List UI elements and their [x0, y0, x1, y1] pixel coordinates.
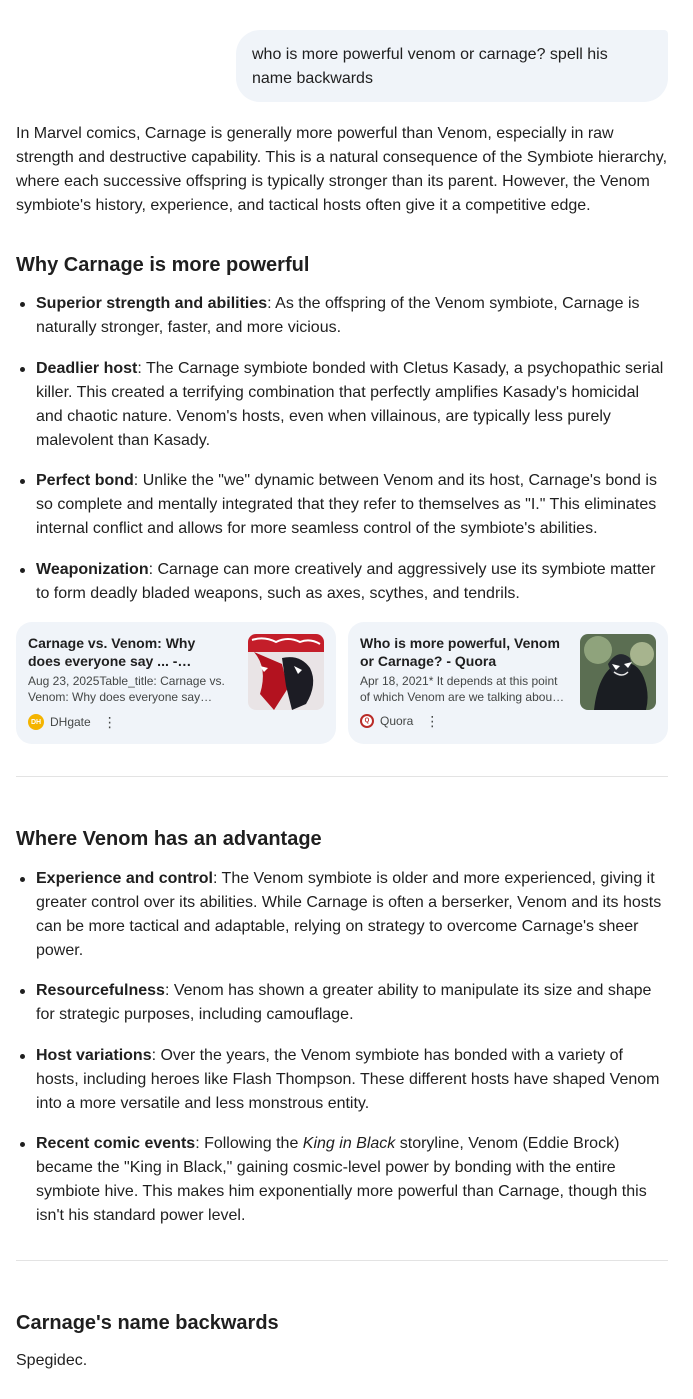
list-item-text: storyline, Venom (Eddie Brock) became the "King in Black," gaining cosmic-level power by bonding with the entire symbiote hive. This makes him exponentially more powerful than Carnage, though this isn't his standard power level.: [36, 1135, 647, 1224]
list-item-term: Host variations: [36, 1047, 152, 1064]
source-card-title[interactable]: Who is more powerful, Venom or Carnage? - Quora: [360, 635, 560, 669]
source-cards: [16, 622, 668, 744]
quora-favicon-icon: Q: [360, 714, 374, 728]
source-card-meta: [360, 714, 438, 728]
list-item-term: Resourcefulness: [36, 982, 165, 999]
source-card-title[interactable]: Carnage vs. Venom: Why does everyone say ... -: [28, 635, 196, 669]
list-item-italic-title: King in Black: [302, 1135, 396, 1152]
source-site-name: Quora: [380, 714, 414, 728]
list-item-term: Perfect bond: [36, 472, 134, 489]
list-item-text: : The Venom symbiote is older and more experienced, giving it greater control over its abilities. While Carnage is often a berserker, Venom and its hosts can be more tactical and adaptable, relying on strategy to overcome Carnage's sheer power.: [36, 870, 662, 959]
list-item-term: Experience and control: [36, 870, 213, 887]
backwards-answer: Spegidec.: [16, 1352, 88, 1369]
list-item-text: : Over the years, the Venom symbiote has bonded with a variety of hosts, including heroes like Flash Thompson. These different hosts have shaped Venom into a more versatile and less monstrous entity.: [36, 1047, 660, 1112]
source-card-dhgate[interactable]: [16, 622, 336, 744]
source-card-snippet: Aug 23, 2025Table_title: Carnage vs. Venom: Why does everyone say: [28, 674, 225, 704]
list-item: [36, 1044, 668, 1116]
carnage-thumbnail-icon: [248, 634, 324, 710]
list-item-text: : Venom has shown a greater ability to manipulate its size and shape for strategic purposes, including camouflage.: [36, 982, 652, 1023]
user-message-bubble: [236, 30, 668, 102]
carnage-advantages-list: [16, 292, 668, 606]
user-message-text: who is more powerful venom or carnage? spell his name backwards: [252, 46, 608, 87]
section-divider: [16, 1260, 668, 1261]
more-options-icon[interactable]: ⋮: [425, 713, 439, 729]
section-heading-venom: Where Venom has an advantage: [16, 828, 322, 850]
list-item-text: : The Carnage symbiote bonded with Cletus Kasady, a psychopathic serial killer. This created a terrifying combination that perfectly amplifies Kasady's homicidal and chaotic nature. Venom's hosts, even when villainous, are typically less purely malevolent than Kasady.: [36, 360, 664, 449]
list-item-text: : As the offspring of the Venom symbiote, Carnage is naturally stronger, faster, and more vicious.: [36, 295, 640, 336]
venom-thumbnail-icon: [580, 634, 656, 710]
list-item: [36, 979, 668, 1027]
list-item-term: Superior strength and abilities: [36, 295, 268, 312]
list-item: [36, 469, 668, 541]
source-site-name: DHgate: [50, 715, 91, 729]
list-item: [36, 558, 668, 606]
list-item-text: : Carnage can more creatively and aggressively use its symbiote matter to form deadly bladed weapons, such as axes, scythes, and tendrils.: [36, 561, 656, 602]
dhgate-favicon-icon: DH: [28, 714, 44, 730]
list-item: [36, 1132, 668, 1228]
list-item: [36, 357, 668, 453]
intro-paragraph: In Marvel comics, Carnage is generally more powerful than Venom, especially in raw strength and destructive capability. This is a natural consequence of the Symbiote hierarchy, where each successive offspring is typically stronger than its parent. However, the Venom symbiote's history, experience, and tactical hosts often give it a competitive edge.: [16, 125, 668, 214]
list-item-term: Recent comic events: [36, 1135, 196, 1152]
list-item-term: Weaponization: [36, 561, 149, 578]
response-body: [16, 122, 668, 1373]
source-card-quora[interactable]: [348, 622, 668, 744]
list-item-term: Deadlier host: [36, 360, 138, 377]
list-item-text: : Unlike the "we" dynamic between Venom and its host, Carnage's bond is so complete and mentally integrated that they refer to themselves as "I." This eliminates internal conflict and allows for more seamless control of the symbiote's abilities.: [36, 472, 657, 537]
section-divider: [16, 776, 668, 777]
section-heading-backwards: Carnage's name backwards: [16, 1312, 279, 1334]
venom-advantages-list: [16, 867, 668, 1228]
source-card-snippet: Apr 18, 2021* It depends at this point of which Venom are we talking about,: [360, 674, 559, 704]
more-options-icon[interactable]: ⋮: [102, 714, 116, 730]
list-item-text: : Following the: [195, 1135, 303, 1152]
list-item: [36, 867, 668, 963]
source-card-meta: [28, 714, 116, 730]
list-item: [36, 292, 668, 340]
section-heading-carnage: Why Carnage is more powerful: [16, 254, 310, 276]
